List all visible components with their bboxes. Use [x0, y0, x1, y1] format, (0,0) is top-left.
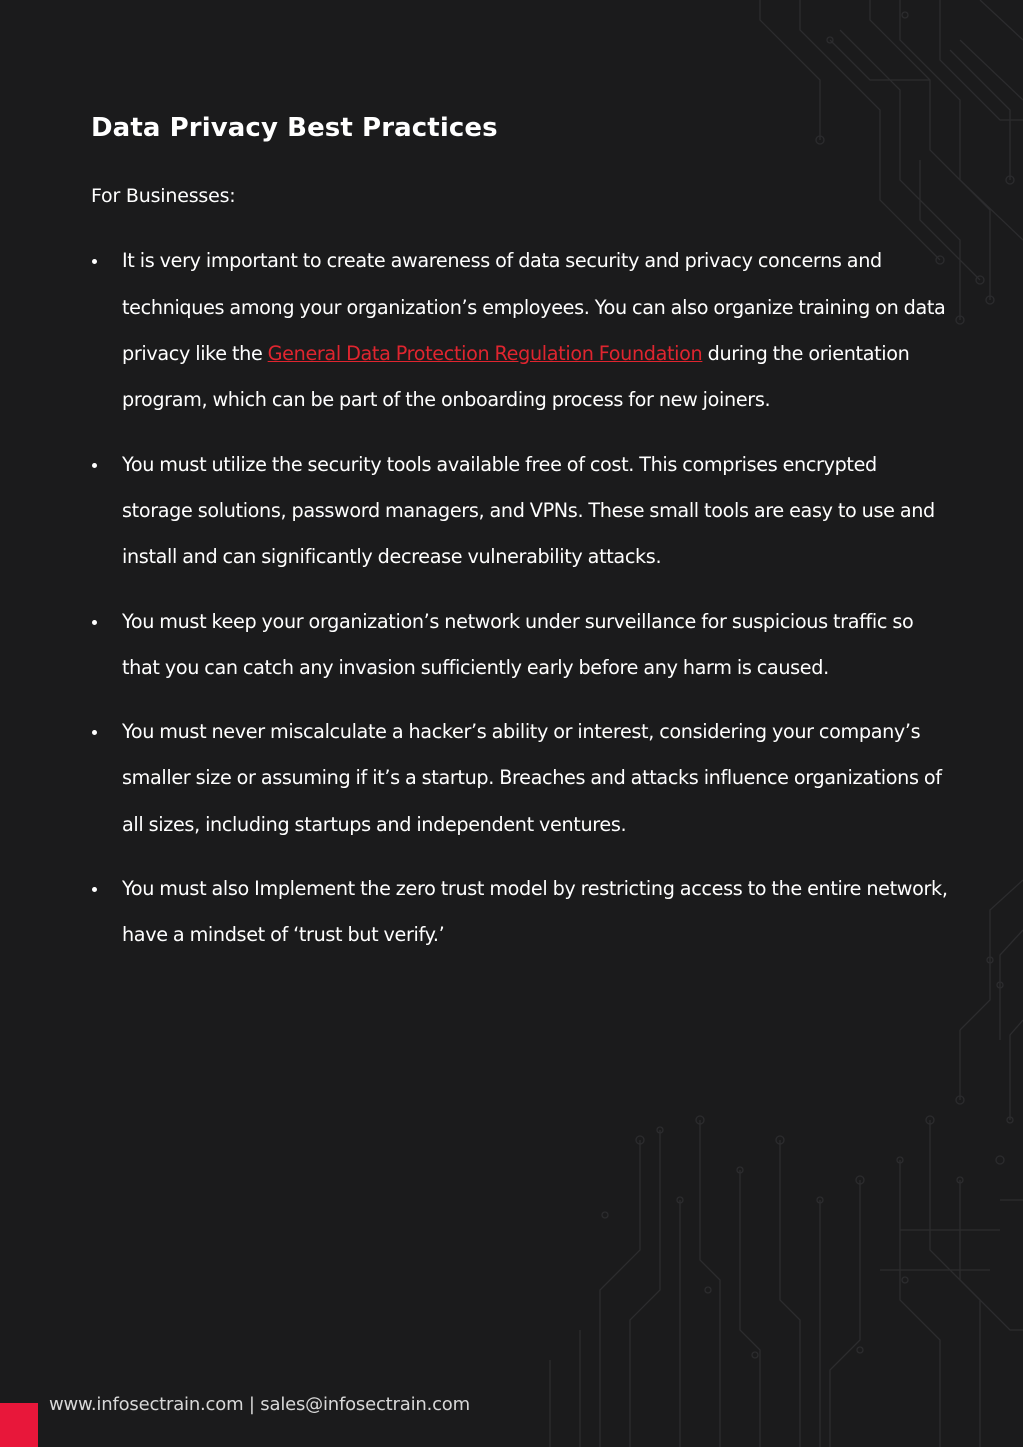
gdpr-foundation-link[interactable]: General Data Protection Regulation Foundation: [267, 342, 703, 366]
page-footer: [0, 1391, 1023, 1447]
list-item: [91, 866, 951, 959]
list-item-text: You must utilize the security tools available free of cost. This comprises encrypted storage solutions, password managers, and VPNs. These small tools are easy to use and install and can significantly decrease vulnerability attacks.: [122, 452, 935, 569]
list-item-text: You must also Implement the zero trust model by restricting access to the entire network, have a mindset of ‘trust but verify.’: [122, 877, 948, 947]
page-title: Data Privacy Best Practices: [91, 113, 498, 143]
list-item-text: You must never miscalculate a hacker’s ability or interest, considering your company’s smaller size or assuming if it’s a startup. Breaches and attacks influence organizations of all sizes, including startups and independent ventures.: [122, 720, 942, 836]
best-practices-list: [91, 238, 951, 958]
footer-contact: www.infosectrain.com | sales@infosectrain.com: [49, 1394, 470, 1415]
brand-accent-square: [0, 1403, 38, 1447]
list-item: [91, 238, 951, 423]
list-item-text: You must keep your organization’s network under surveillance for suspicious traffic so that you can catch any invasion sufficiently early before any harm is caused.: [122, 609, 914, 679]
list-item: [91, 599, 951, 692]
section-heading: For Businesses:: [91, 184, 236, 207]
list-item: [91, 442, 951, 581]
list-item-text: It is very important to create awareness of data security and privacy concerns and techniques among your organization’s employees. You can also organize training on data privacy like the: [122, 249, 946, 366]
list-item: [91, 709, 951, 848]
document-body: [91, 112, 951, 977]
list-item-text: during the orientation program, which can be part of the onboarding process for new joiners.: [122, 342, 910, 412]
